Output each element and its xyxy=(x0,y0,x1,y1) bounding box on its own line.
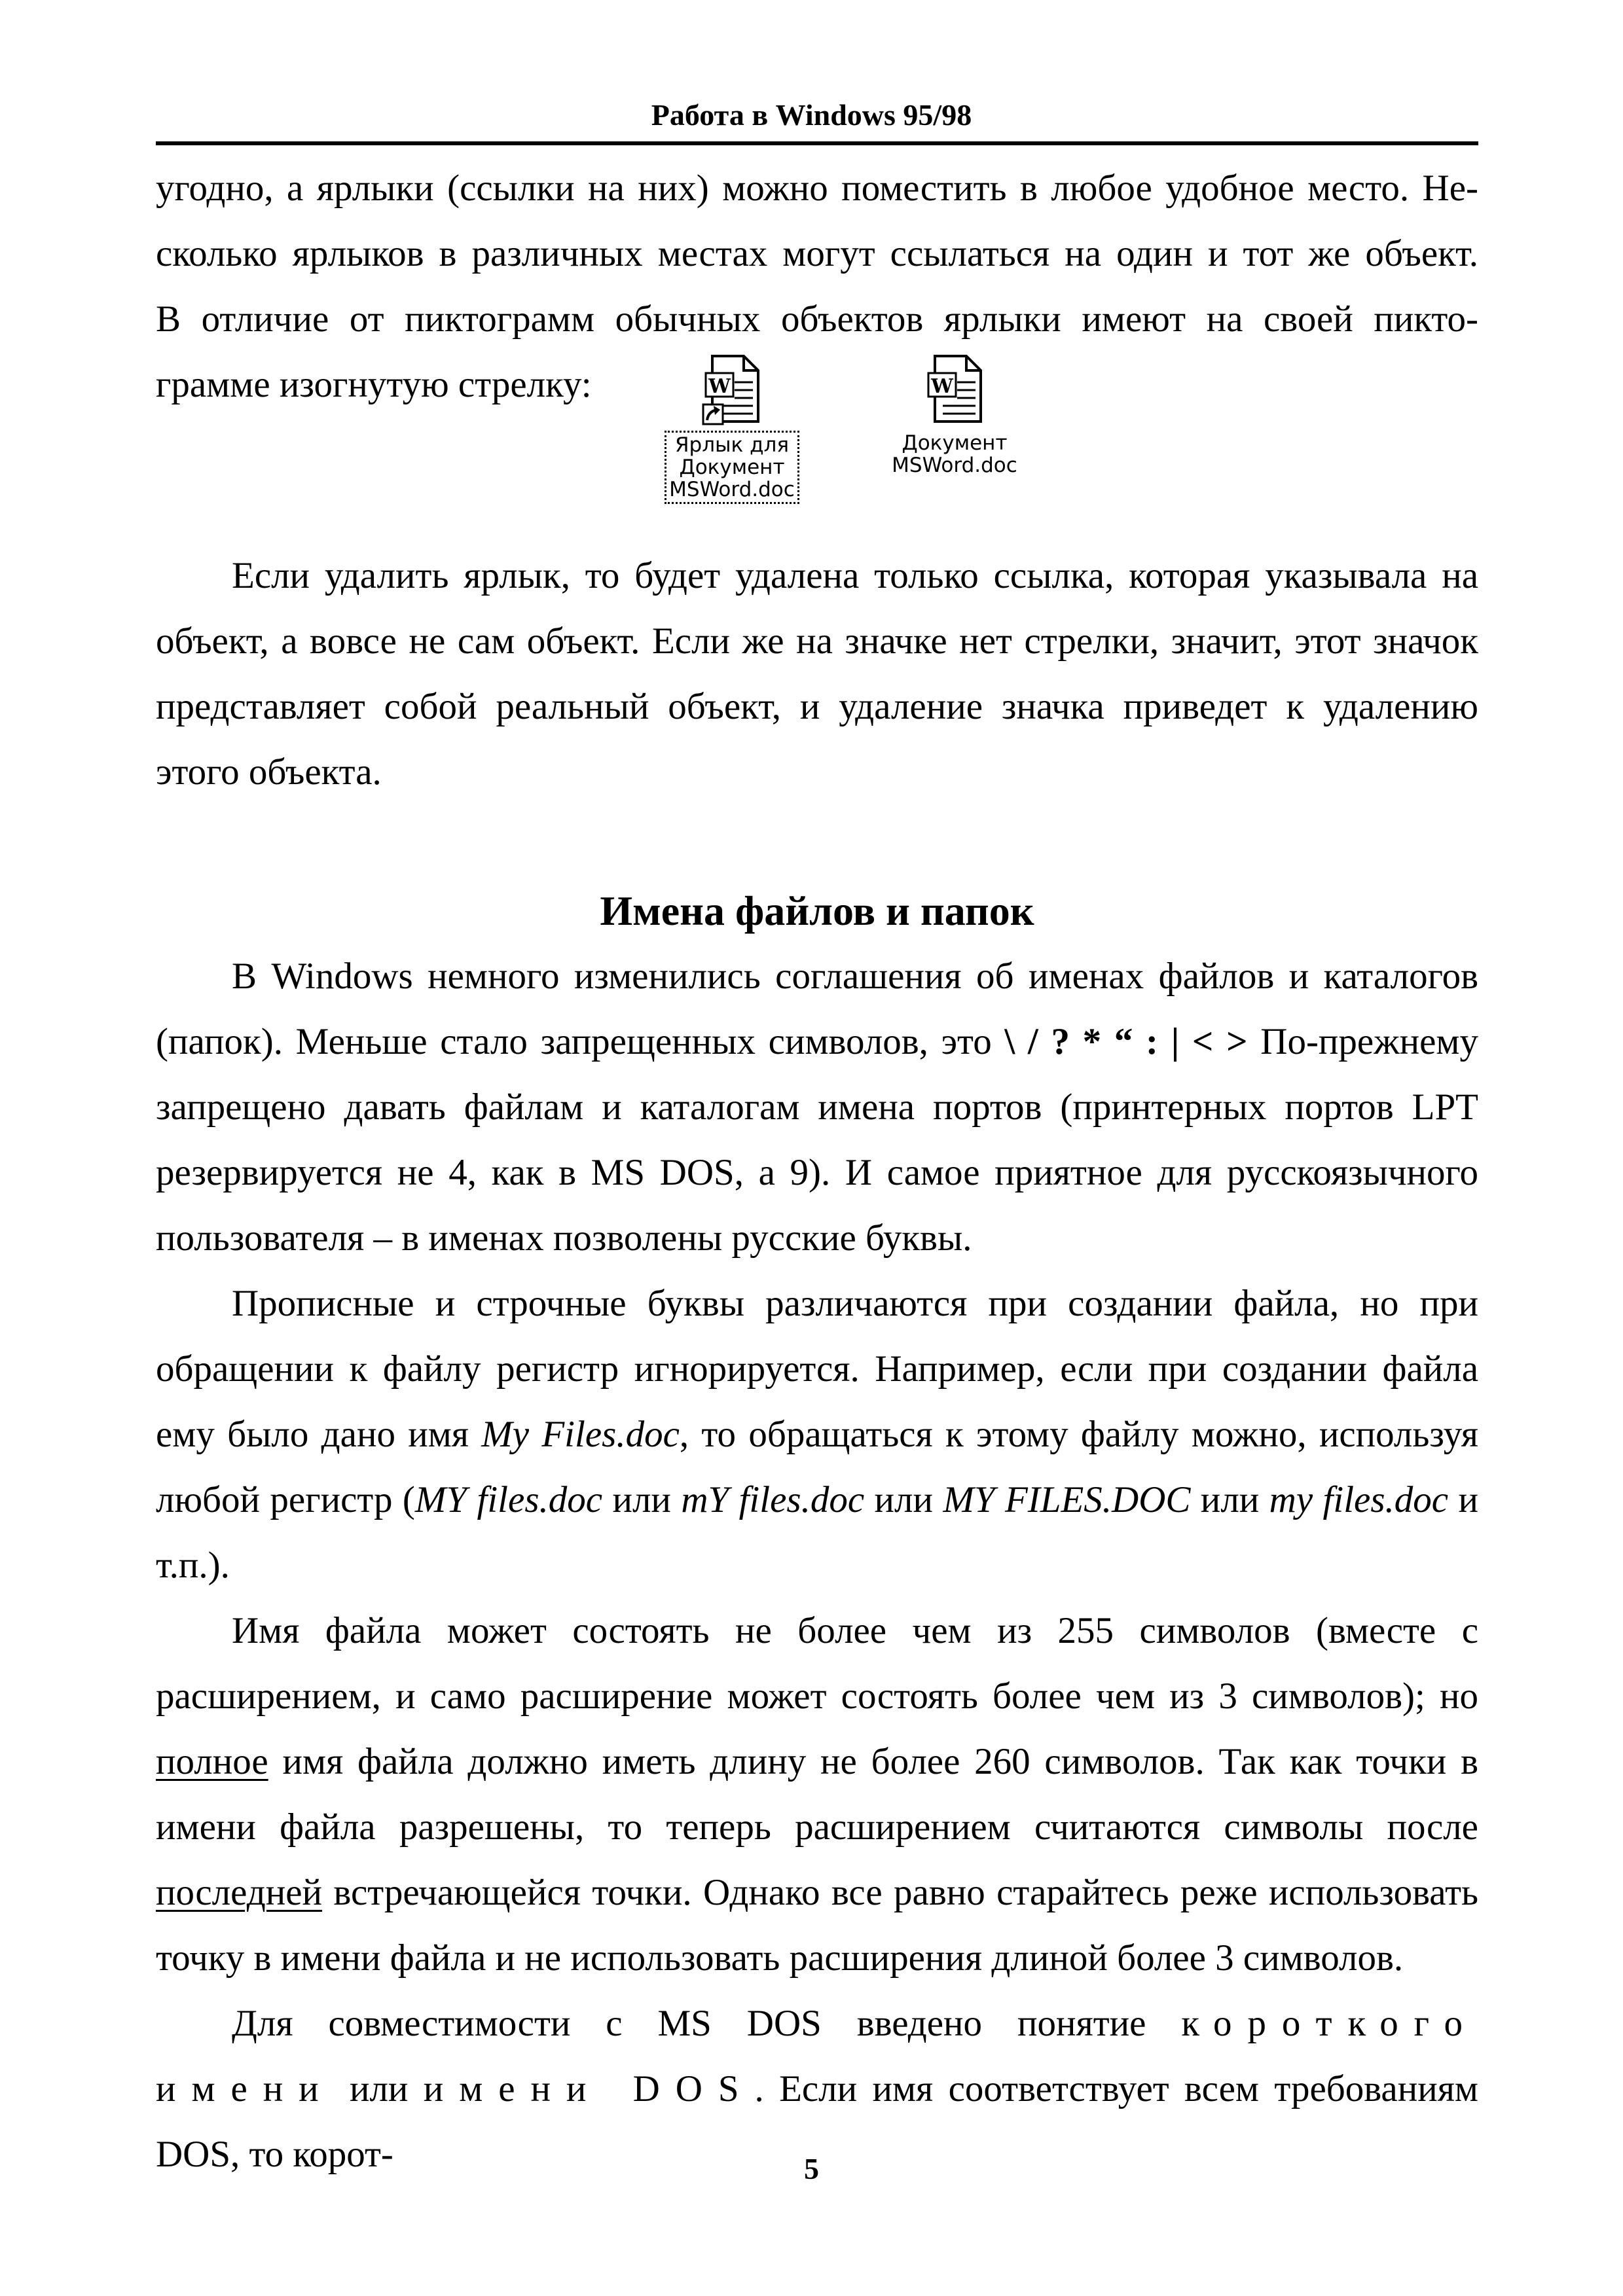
word-document-icon xyxy=(923,353,986,427)
word-glyph: W xyxy=(708,375,731,398)
page-number: 5 xyxy=(804,2152,819,2185)
header-rule xyxy=(156,141,1478,145)
paragraph: Если удалить ярлык, то будет удалена только ссылка, которая указывала на объект, а вовсе не сам объект. Если же на значке нет стрелки, значит, этот значок представляет собой реальный объект, и удаление значка приведет к удалению этого объекта. xyxy=(156,555,1478,793)
text-line: В отличие от пиктограмм обычных объектов ярлыки имеют на своей пикто- xyxy=(156,298,1478,340)
shortcut-icon-item[interactable] xyxy=(653,353,811,504)
spaced-term: имени DOS xyxy=(423,2068,755,2109)
document-icon-label: Документ MSWord.doc xyxy=(892,431,1017,477)
shortcut-icon-label: Ярлык для Документ MSWord.doc xyxy=(665,431,799,504)
text-line: угодно, а ярлыки (ссылки на них) можно поместить в любое удобное место. Не- xyxy=(156,168,1478,209)
text-line: грамме изогнутую стрелку: xyxy=(156,364,592,405)
underlined-term: полное xyxy=(156,1741,268,1782)
paragraph: В Windows немного изменились соглашения об именах файлов и каталогов (папок). Меньше стало запрещенных символов, это \ / ? * “ : | < > По-прежнему запрещено давать файлам и каталогам имена портов (принтерных портов LPT резервируется не 4, как в MS DOS, а 9). И самое приятное для русскоязычного пользователя – в именах позволены русские буквы. xyxy=(156,956,1478,1259)
filename-variant: MY files.doc xyxy=(414,1479,603,1520)
icon-illustration xyxy=(653,353,1059,543)
filename-variant: my files.doc xyxy=(1269,1479,1449,1520)
section-heading: Имена файлов и папок xyxy=(600,888,1034,934)
filename-example: My Files.doc xyxy=(481,1414,680,1455)
word-glyph: W xyxy=(931,375,953,398)
text-line: сколько ярлыков в различных местах могут ссылаться на один и тот же объект. xyxy=(156,233,1478,274)
paragraph: Для совместимости с MS DOS введено понятие короткого имени или имени DOS. Если имя соответствует всем требованиям DOS, то корот- xyxy=(156,2003,1478,2175)
forbidden-symbols: \ / ? * “ : | < > xyxy=(1004,1021,1248,1062)
document-icon-item[interactable] xyxy=(876,353,1033,478)
spaced-term: короткого имени xyxy=(156,2003,1478,2109)
filename-variant: mY files.doc xyxy=(681,1479,865,1520)
word-document-shortcut-icon xyxy=(701,353,763,427)
running-header: Работа в Windows 95/98 xyxy=(651,98,972,132)
filename-variant: MY FILES.DOC xyxy=(943,1479,1191,1520)
section-spacer xyxy=(156,805,1478,878)
paragraph: Прописные и строчные буквы различаются при создании файла, но при обращении к файлу регистр игнорируется. Например, если при создании файла ему было дано имя My Files.doc, то обращаться к этому файлу можно, используя любой регистр (MY files.doc или mY files.doc или MY FILES.DOC или my files.doc и т.п.). xyxy=(156,1283,1479,1586)
underlined-term: последней xyxy=(156,1872,323,1913)
paragraph: Имя файла может состоять не более чем из 255 символов (вместе с расширением, и само расширение может состоять более чем из 3 символов); но полное имя файла должно иметь длину не более 260 символов. Так как точки в имени файла разрешены, то теперь расширением считаются символы после последней встречающейся точки. Однако все равно старайтесь реже использовать точку в имени файла и не использовать расширения длиной более 3 символов. xyxy=(156,1610,1478,1979)
